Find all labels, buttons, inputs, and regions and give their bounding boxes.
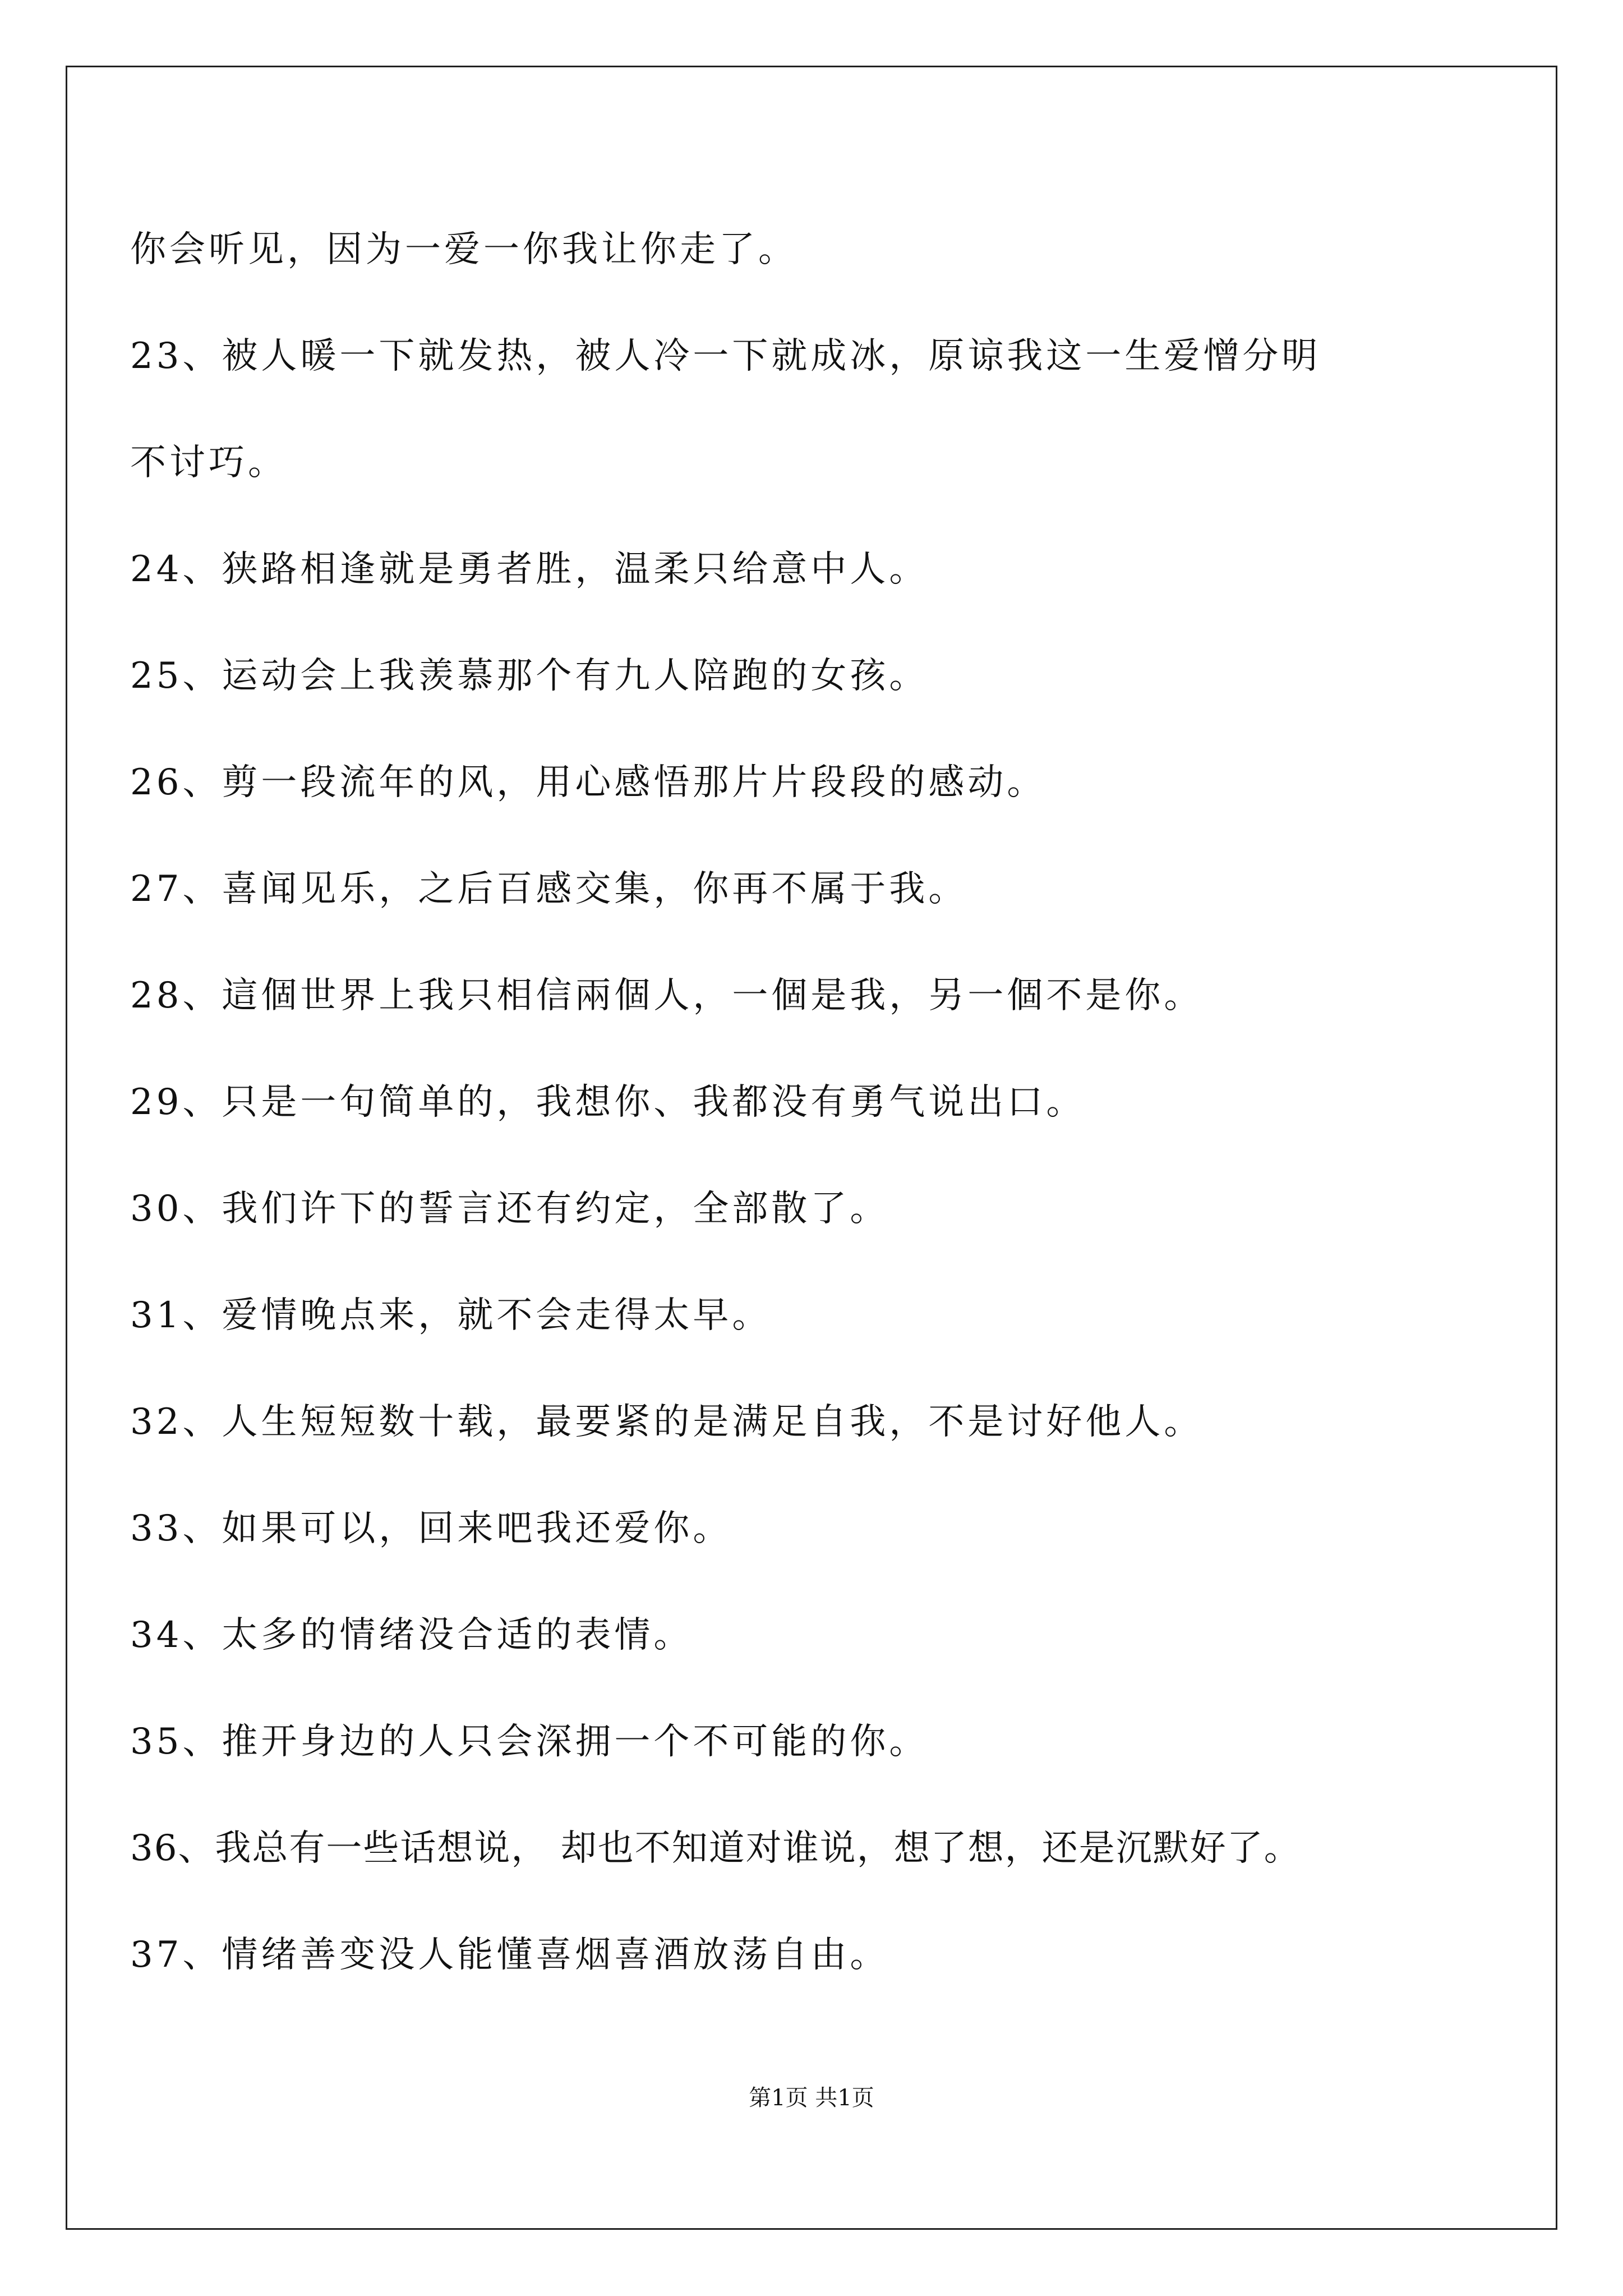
text-line: 36、我总有一些话想说， 却也不知道对谁说，想了想，还是沉默好了。 — [130, 1828, 1301, 1869]
text-line: 30、我们许下的誓言还有约定，全部散了。 — [130, 1188, 889, 1230]
text-line: 33、如果可以，回来吧我还爱你。 — [130, 1508, 732, 1549]
text-line: 34、太多的情绪没合适的表情。 — [130, 1614, 693, 1656]
text-line: 26、剪一段流年的风，用心感悟那片片段段的感动。 — [130, 762, 1046, 803]
text-line: 23、被人暖一下就发热，被人冷一下就成冰，原谅我这一生爱憎分明 — [130, 335, 1321, 377]
page-frame — [66, 66, 1557, 2230]
text-line: 32、人生短短数十载，最要紧的是满足自我，不是讨好他人。 — [130, 1401, 1204, 1443]
text-line: 35、推开身边的人只会深拥一个不可能的你。 — [130, 1721, 929, 1763]
text-line: 24、狭路相逢就是勇者胜，温柔只给意中人。 — [130, 549, 929, 590]
text-line: 28、這個世界上我只相信兩個人，一個是我，另一個不是你。 — [130, 975, 1204, 1016]
page-footer: 第1页 共1页 — [749, 2085, 874, 2111]
text-line: 不讨巧。 — [130, 442, 287, 484]
text-line: 29、只是一句简单的，我想你、我都没有勇气说出口。 — [130, 1082, 1086, 1123]
text-line: 27、喜闻见乐，之后百感交集，你再不属于我。 — [130, 868, 968, 910]
text-line: 25、运动会上我羡慕那个有九人陪跑的女孩。 — [130, 655, 929, 697]
text-line: 你会听见，因为一爱一你我让你走了。 — [130, 229, 797, 270]
text-line: 37、情绪善变没人能懂喜烟喜酒放荡自由。 — [130, 1934, 889, 1976]
text-line: 31、爱情晚点来，就不会走得太早。 — [130, 1295, 772, 1336]
